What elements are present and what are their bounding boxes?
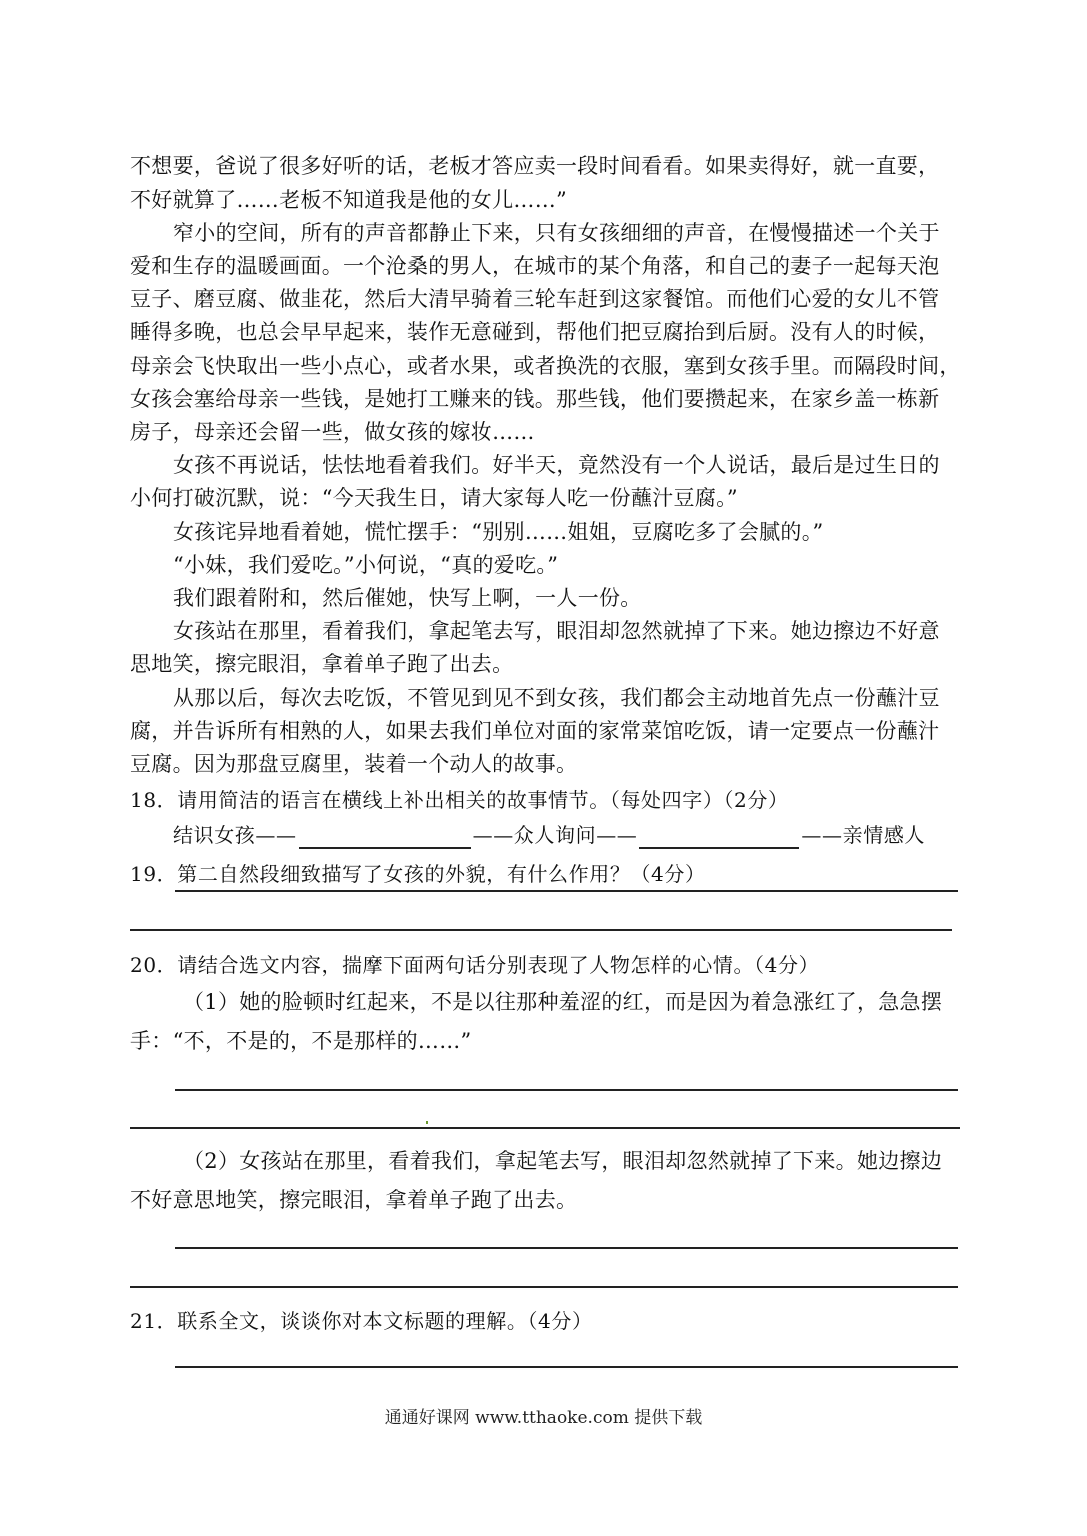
story-line: 不好就算了……老板不知道我是他的女儿……” — [130, 188, 568, 212]
page-footer: 通通好课网 www.tthaoke.com 提供下载 — [384, 1408, 703, 1428]
story-line: “小妹，我们爱吃。”小何说，“真的爱吃。” — [173, 553, 559, 577]
question-19: 19．第二自然段细致描写了女孩的外貌，有什么作用？（4分） — [130, 862, 706, 886]
story-line: 女孩不再说话，怯怯地看着我们。好半天，竟然没有一个人说话，最后是过生日的 — [173, 453, 940, 477]
story-line: 我们跟着附和，然后催她，快写上啊，一人一份。 — [173, 586, 642, 610]
q18-chain-start: 结识女孩—— — [173, 823, 297, 847]
q20-item-2-cont: 不好意思地笑，擦完眼泪，拿着单子跑了出去。 — [130, 1188, 578, 1212]
question-21: 21．联系全文，谈谈你对本文标题的理解。（4分） — [130, 1309, 593, 1333]
q20-1-answer-line[interactable] — [130, 1127, 960, 1129]
q21-answer-line[interactable] — [175, 1366, 958, 1368]
q20-2-answer-line[interactable] — [175, 1247, 958, 1249]
q20-item-2: （2）女孩站在那里，看着我们，拿起笔去写，眼泪却忽然就掉了下来。她边擦边 — [183, 1149, 943, 1173]
q19-answer-line[interactable] — [130, 929, 952, 931]
story-line: 不想要，爸说了很多好听的话，老板才答应卖一段时间看看。如果卖得好，就一直要， — [130, 154, 940, 178]
q18-chain-end: ——亲情感人 — [801, 823, 926, 847]
story-line: 豆腐。因为那盘豆腐里，装着一个动人的故事。 — [130, 752, 578, 776]
question-20: 20．请结合选文内容，揣摩下面两句话分别表现了人物怎样的心情。（4分） — [130, 953, 820, 977]
story-line: 女孩诧异地看着她，慌忙摆手：“别别……姐姐，豆腐吃多了会腻的。” — [173, 520, 824, 544]
story-line: 爱和生存的温暖画面。一个沧桑的男人，在城市的某个角落，和自己的妻子一起每天泡 — [130, 254, 940, 278]
q20-1-answer-line[interactable] — [175, 1089, 958, 1091]
story-line: 母亲会飞快取出一些小点心，或者水果，或者换洗的衣服，塞到女孩手里。而隔段时间， — [130, 354, 961, 378]
story-line: 窄小的空间，所有的声音都静止下来，只有女孩细细的声音，在慢慢描述一个关于 — [173, 221, 940, 245]
q20-item-1-cont: 手：“不，不是的，不是那样的……” — [130, 1029, 472, 1053]
q18-blank-1[interactable] — [299, 825, 471, 849]
story-line: 房子，母亲还会留一些，做女孩的嫁妆…… — [130, 420, 535, 444]
story-line: 豆子、磨豆腐、做韭花，然后大清早骑着三轮车赶到这家餐馆。而他们心爱的女儿不管 — [130, 287, 940, 311]
story-line: 睡得多晚，也总会早早起来，装作无意碰到，帮他们把豆腐抬到后厨。没有人的时候， — [130, 320, 940, 344]
story-line: 女孩站在那里，看着我们，拿起笔去写，眼泪却忽然就掉了下来。她边擦边不好意 — [173, 619, 940, 643]
scan-speck — [426, 1121, 428, 1124]
story-line: 腐，并告诉所有相熟的人，如果去我们单位对面的家常菜馆吃饭，请一定要点一份蘸汁 — [130, 719, 940, 743]
q18-chain-middle: ——众人询问—— — [472, 823, 638, 847]
q19-answer-line[interactable] — [175, 890, 958, 892]
story-line: 小何打破沉默，说：“今天我生日，请大家每人吃一份蘸汁豆腐。” — [130, 486, 738, 510]
story-line: 思地笑，擦完眼泪，拿着单子跑了出去。 — [130, 652, 514, 676]
q20-2-answer-line[interactable] — [130, 1286, 958, 1288]
q20-item-1: （1）她的脸顿时红起来，不是以往那种羞涩的红，而是因为着急涨红了，急急摆 — [183, 990, 943, 1014]
story-line: 从那以后，每次去吃饭，不管见到见不到女孩，我们都会主动地首先点一份蘸汁豆 — [173, 686, 940, 710]
question-18: 18．请用简洁的语言在横线上补出相关的故事情节。（每处四字）（2分） — [130, 788, 789, 812]
q18-plot-chain — [173, 821, 960, 849]
story-line: 女孩会塞给母亲一些钱，是她打工赚来的钱。那些钱，他们要攒起来，在家乡盖一栋新 — [130, 387, 940, 411]
q18-blank-2[interactable] — [639, 825, 799, 849]
